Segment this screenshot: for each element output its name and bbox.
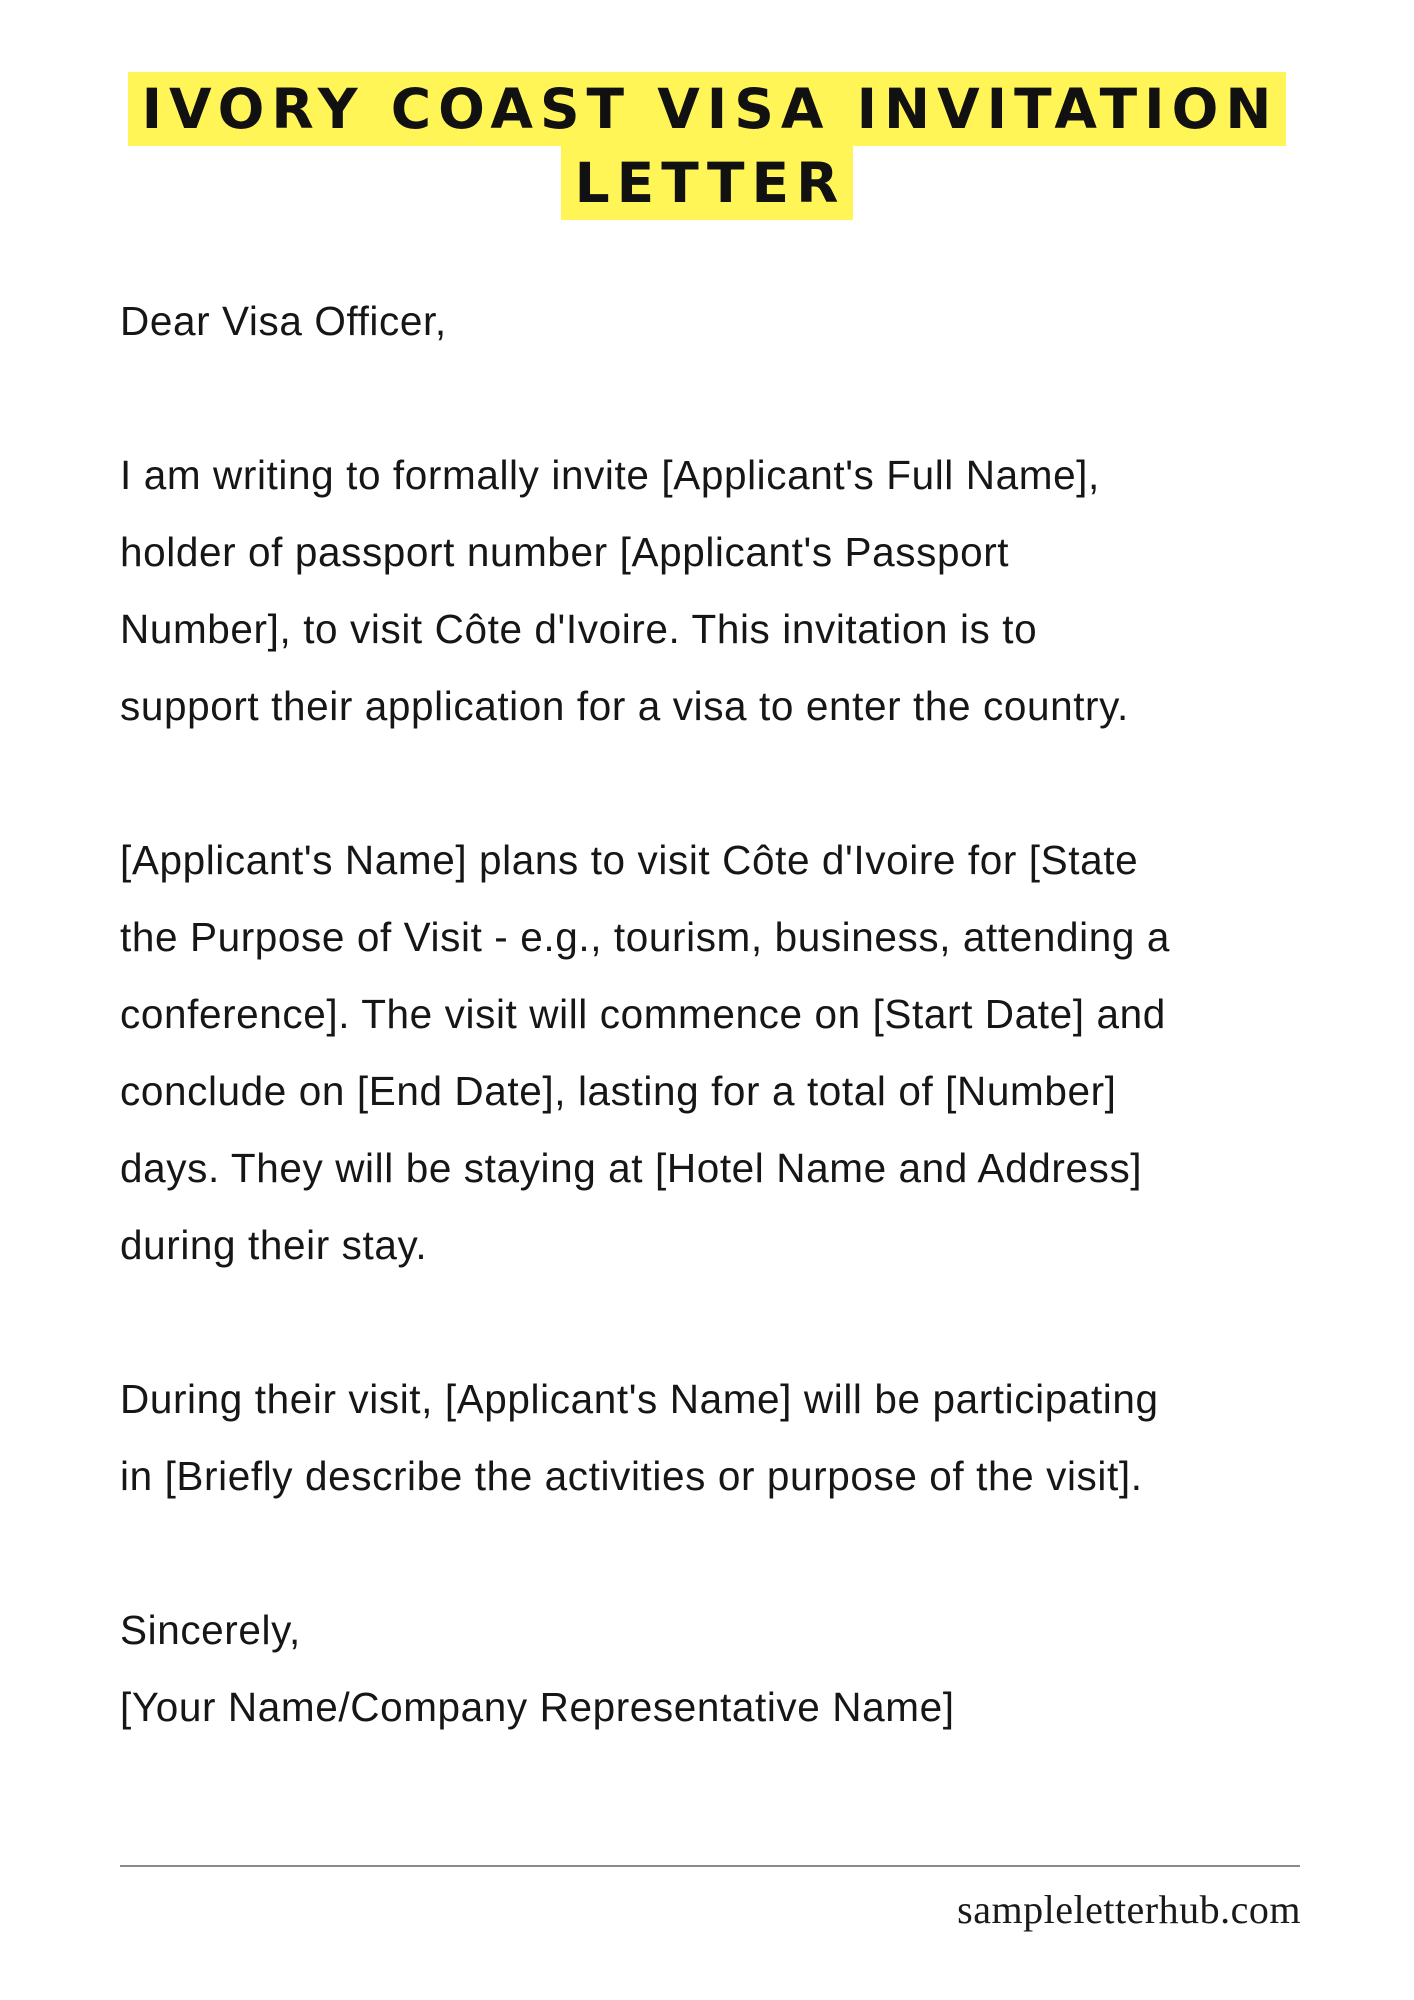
text-line: Number], to visit Côte d'Ivoire. This invitation is to	[120, 606, 1038, 652]
footer-divider	[120, 1865, 1300, 1867]
text-line: support their application for a visa to enter the country.	[120, 683, 1129, 729]
sign-off	[120, 1592, 1360, 1746]
title-line-1: IVORY COAST VISA INVITATION	[128, 72, 1287, 146]
text-line: during their stay.	[120, 1222, 428, 1268]
title-line-2: LETTER	[561, 146, 854, 220]
text-line: conference]. The visit will commence on [Start Date] and	[120, 991, 1166, 1037]
text-line: the Purpose of Visit - e.g., tourism, business, attending a	[120, 914, 1170, 960]
text-line: conclude on [End Date], lasting for a total of [Number]	[120, 1068, 1117, 1114]
text-line: [Applicant's Name] plans to visit Côte d'Ivoire for [State	[120, 837, 1139, 883]
salutation-text: Dear Visa Officer,	[120, 298, 447, 344]
text-line: days. They will be staying at [Hotel Name and Address]	[120, 1145, 1143, 1191]
footer-website: sampleletterhub.com	[957, 1887, 1301, 1932]
letter-body	[120, 283, 1360, 1746]
salutation	[120, 283, 1360, 360]
paragraph-activities	[120, 1361, 1360, 1515]
letter-title	[0, 72, 1414, 220]
closing-text: Sincerely,	[120, 1607, 301, 1653]
text-line: During their visit, [Applicant's Name] will be participating	[120, 1376, 1159, 1422]
text-line: I am writing to formally invite [Applicant's Full Name],	[120, 452, 1100, 498]
text-line: in [Briefly describe the activities or purpose of the visit].	[120, 1453, 1143, 1499]
paragraph-invitation	[120, 437, 1360, 745]
text-line: holder of passport number [Applicant's Passport	[120, 529, 1010, 575]
signature-placeholder: [Your Name/Company Representative Name]	[120, 1684, 955, 1730]
paragraph-visit-details	[120, 822, 1360, 1284]
